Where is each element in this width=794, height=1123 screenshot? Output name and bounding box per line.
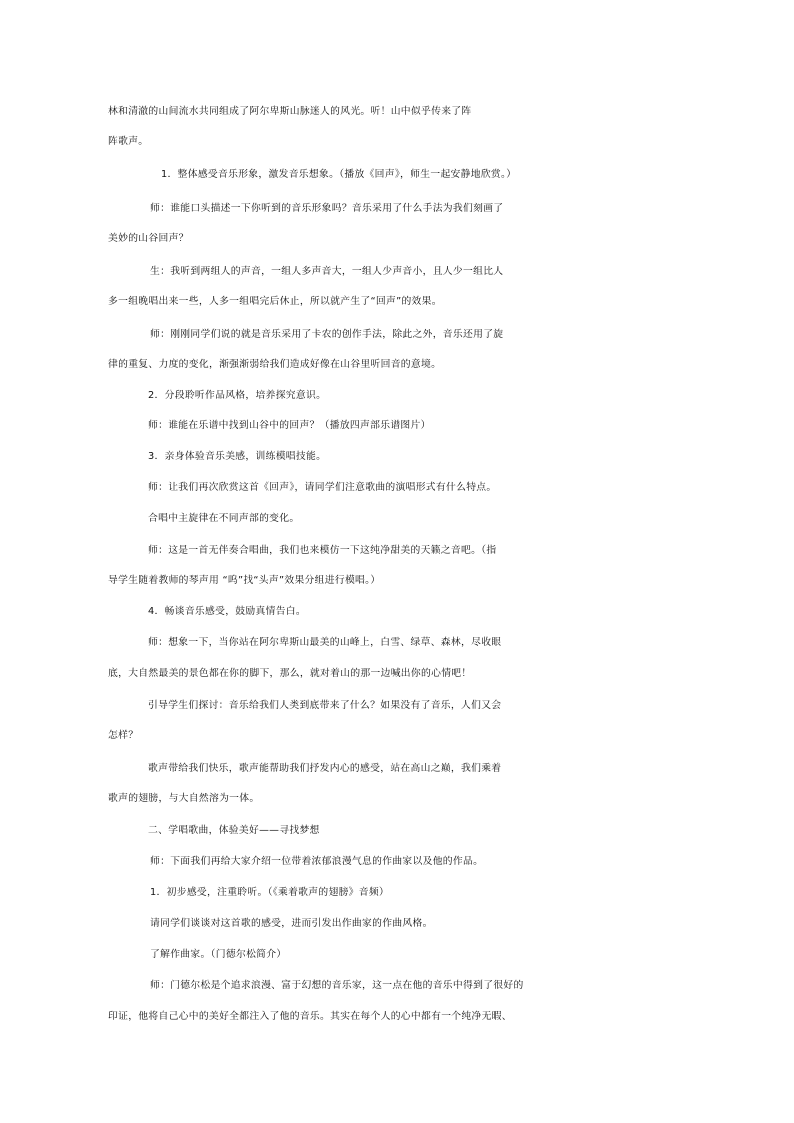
text-line: 歌声带给我们快乐，歌声能帮助我们抒发内心的感受，站在高山之巅，我们乘着 xyxy=(148,763,502,774)
section-heading: 二、学唱歌曲，体验美好——寻找梦想 xyxy=(148,825,320,836)
text-line: 师：这是一首无伴奏合唱曲，我们也来模仿一下这纯净甜美的天籁之音吧。（指 xyxy=(148,545,497,556)
text-line: 4．畅谈音乐感受，鼓励真情告白。 xyxy=(148,606,306,617)
text-line: 师：谁能口头描述一下你听到的音乐形象吗？音乐采用了什么手法为我们刻画了 xyxy=(150,203,504,214)
text-line: 2．分段聆听作品风格，培养探究意识。 xyxy=(148,390,327,401)
text-line: 师：刚刚同学们说的就是音乐采用了卡农的创作手法，除此之外，音乐还用了旋 xyxy=(150,329,504,340)
text-line: 1．整体感受音乐形象，激发音乐想象。（播放《回声》，师生一起安静地欣赏。） xyxy=(161,169,517,180)
text-line: 导学生随着教师的琴声用 “呜”找“头声”效果分组进行模唱。） xyxy=(108,575,381,586)
text-line: 师：谁能在乐谱中找到山谷中的回声？（播放四声部乐谱图片） xyxy=(148,420,431,431)
text-line: 师：想象一下，当你站在阿尔卑斯山最美的山峰上，白雪、绿草、森林，尽收眼 xyxy=(148,637,502,648)
text-line: 师：让我们再次欣赏这首《回声》，请同学们注意歌曲的演唱形式有什么特点。 xyxy=(148,482,497,493)
text-line: 引导学生们探讨：音乐给我们人类到底带来了什么？如果没有了音乐，人们又会 xyxy=(148,700,502,711)
text-line: 3．亲身体验音乐美感，训练模唱技能。 xyxy=(148,451,327,462)
text-line: 阵歌声。 xyxy=(108,136,149,147)
text-line: 怎样？ xyxy=(108,730,139,741)
text-line: 美妙的山谷回声？ xyxy=(108,233,189,244)
text-line: 林和清澈的山间流水共同组成了阿尔卑斯山脉迷人的风光。听！山中似乎传来了阵 xyxy=(108,106,472,117)
text-line: 师：下面我们再给大家介绍一位带着浓郁浪漫气息的作曲家以及他的作品。 xyxy=(150,856,484,867)
text-line: 师：门德尔松是个追求浪漫、富于幻想的音乐家，这一点在他的音乐中得到了很好的 xyxy=(150,980,524,991)
text-line: 歌声的翅膀，与大自然溶为一体。 xyxy=(108,793,260,804)
text-line: 了解作曲家。（门德尔松简介） xyxy=(150,949,287,960)
text-line: 多一组晚唱出来一些，人多一组唱完后休止，所以就产生了“回声”的效果。 xyxy=(108,296,442,307)
text-line: 印证，他将自己心中的美好全都注入了他的音乐。其实在每个人的心中都有一个纯净无暇、 xyxy=(108,1011,512,1022)
text-line: 请同学们谈谈对这首歌的感受，进而引发出作曲家的作曲风格。 xyxy=(150,918,433,929)
text-line: 1．初步感受，注重聆听。（《乘着歌声的翅膀》音频） xyxy=(150,887,390,898)
text-line: 合唱中主旋律在不同声部的变化。 xyxy=(148,513,300,524)
text-line: 生：我听到两组人的声音，一组人多声音大，一组人少声音小，且人少一组比人 xyxy=(150,266,504,277)
text-line: 律的重复、力度的变化，渐强渐弱给我们造成好像在山谷里听回音的意境。 xyxy=(108,359,442,370)
text-line: 底，大自然最美的景色都在你的脚下，那么，就对着山的那一边喊出你的心情吧！ xyxy=(108,668,472,679)
